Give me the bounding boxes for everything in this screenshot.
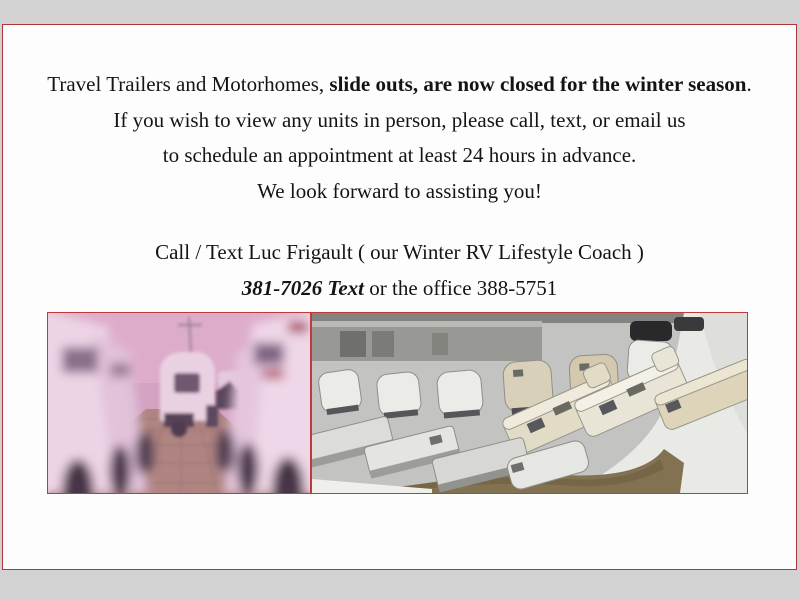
photo-row — [47, 312, 748, 494]
phone-numbers-line — [3, 271, 796, 307]
notice-line-3: to schedule an appointment at least 24 hours in advance. — [162, 143, 637, 167]
closure-notice — [3, 25, 796, 209]
notice-line-2: If you wish to view any units in person, please call, text, or email us — [113, 107, 686, 132]
notice-line-1-bold: slide outs, are now closed for the winter season — [329, 72, 747, 96]
office-phone-number: or the office 388-5751 — [364, 275, 558, 300]
rv-lot-aerial-photo — [312, 313, 747, 493]
rv-lot-aerial-photo-frame — [311, 312, 748, 494]
notice-line-4: We look forward to assisting you! — [257, 178, 542, 203]
coach-contact-line: Call / Text Luc Frigault ( our Winter RV Lifestyle Coach ) — [155, 240, 644, 264]
notice-line-1 — [3, 67, 796, 103]
notice-line-1-regular: Travel Trailers and Motorhomes, — [47, 72, 330, 96]
contact-info — [3, 235, 796, 306]
notice-line-1-suffix: . — [746, 72, 752, 96]
text-phone-number: 381-7026 Text — [241, 275, 365, 300]
rv-alley-photo — [48, 313, 310, 493]
rv-alley-photo-frame — [47, 312, 311, 494]
notice-panel — [2, 24, 797, 570]
